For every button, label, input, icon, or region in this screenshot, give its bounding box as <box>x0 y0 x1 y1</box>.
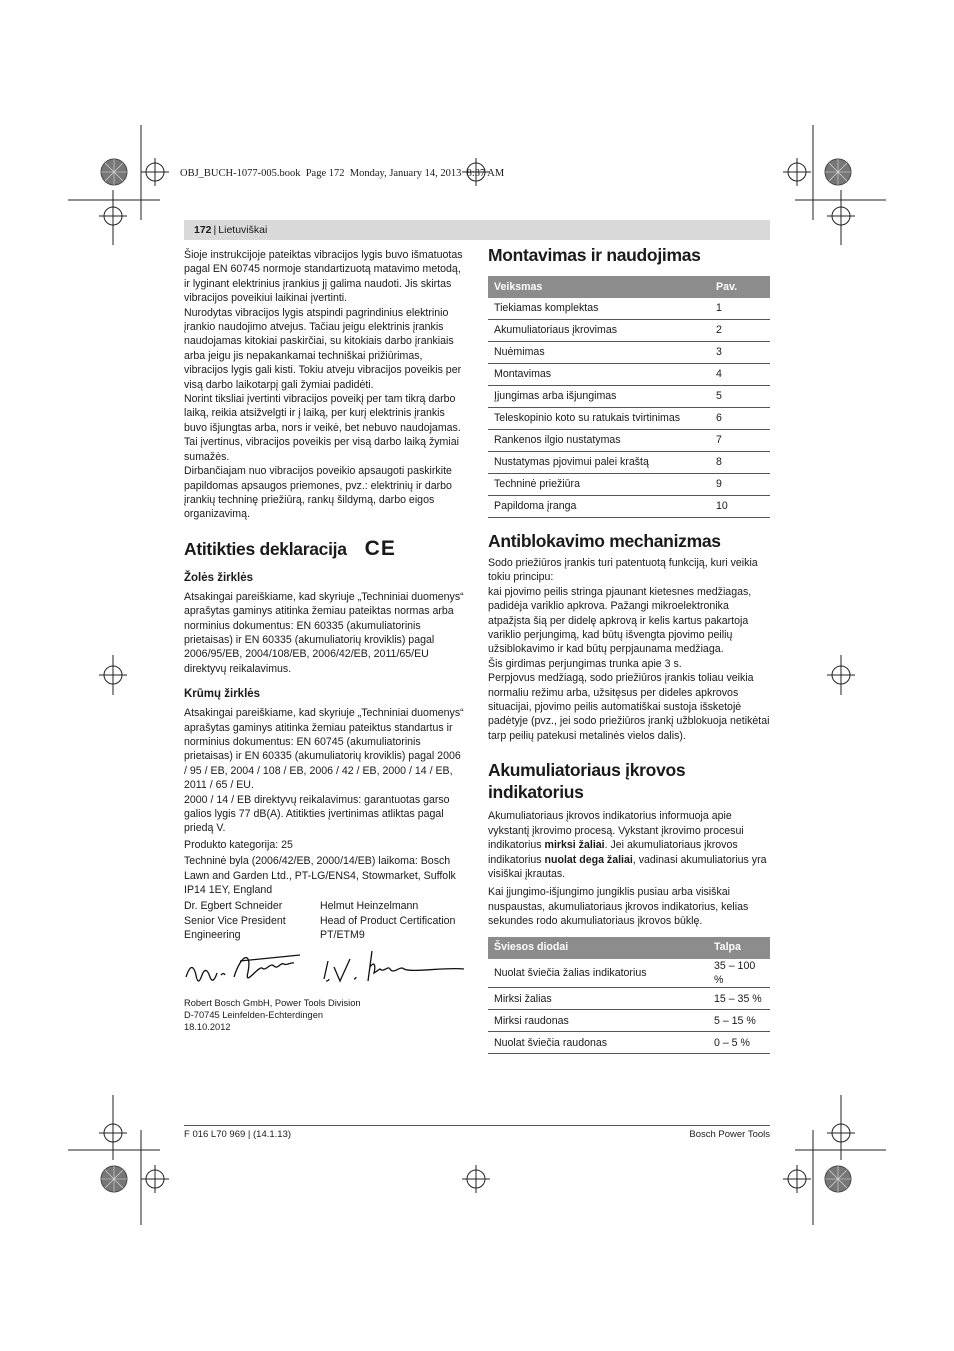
left-column <box>184 248 466 1033</box>
assembly-table <box>488 276 770 518</box>
antiblock-heading: Antiblokavimo mechanizmas <box>488 531 721 551</box>
table-row <box>488 320 770 342</box>
shrub-shears-text: Atsakingai pareiškiame, kad skyriuje „Techniniai duomenys“ aprašytas gaminys atitinka žemiau pateiktus standartus ir norminius dokumentus: EN 60745 (akumuliatorinis prietaisas) ir EN 60335 (akumuliatorių kroviklis) pagal 2006 / 95 / EB, 2004 / 108 / EB, 2006 / 42 / EB, 2000 / 14 / EB, 2011 / 65 / EU. <box>184 707 464 792</box>
table-cell: 3 <box>710 342 770 364</box>
table-row <box>488 1032 770 1054</box>
vibration-paragraph: Dirbančiajam nuo vibracijos poveikio apsaugoti paskirkite papildomas apsaugos priemones, pvz.: elektrinių ir darbo įrankių techninę priežiūrą, rankų šildymą, darbo eigos organizavimą. <box>184 465 452 521</box>
table-cell: Mirksi raudonas <box>488 1010 708 1032</box>
grass-shears-text: Atsakingai pareiškiame, kad skyriuje „Techniniai duomenys“ aprašytas gaminys atitinka žemiau pateiktas normas arba norminius dokumentus: EN 60335 (akumuliatorinis prietaisas) ir EN 60335 (akumuliatorių kroviklis) pagal 2006/95/EB, 2004/108/EB, 2006/42/EB, 2011/65/EU direktyvų reikalavimus. <box>184 590 464 675</box>
footer-code: F 016 L70 969 | (14.1.13) <box>184 1129 292 1140</box>
table-cell: 15 – 35 % <box>708 988 770 1010</box>
table-row <box>488 298 770 320</box>
text-run: , vadinasi akumuliatorius yra visiškai įkrautas. <box>488 853 767 880</box>
table-row <box>488 342 770 364</box>
led-table <box>488 937 770 1055</box>
assembly-heading: Montavimas ir naudojimas <box>488 245 701 265</box>
page-header-bar <box>184 220 770 240</box>
separator: | <box>213 224 217 236</box>
table-cell: Nuolat šviečia žalias indikatorius <box>488 959 708 988</box>
signer-title: Engineering <box>184 929 241 942</box>
table-cell: 10 <box>710 496 770 518</box>
signer-title: PT/ETM9 <box>320 929 365 942</box>
right-column <box>488 244 770 1054</box>
table-cell: Tiekiamas komplektas <box>488 298 710 320</box>
table-cell: 2 <box>710 320 770 342</box>
emphasis: mirksi žaliai <box>544 839 605 852</box>
company-line: 18.10.2012 <box>184 1021 231 1032</box>
table-cell: 8 <box>710 452 770 474</box>
table-cell: Teleskopinio koto su ratukais tvirtinimas <box>488 408 710 430</box>
vibration-paragraph: Šioje instrukcijoje pateiktas vibracijos lygis buvo išmatuotas pagal EN 60745 normoje standartizuotą matavimo metodą, ir lyginant elektrinius įrankius jį galima naudoti. Jis skirtas vibracijos poveikiui laikinai įvertinti. <box>184 249 463 305</box>
table-row <box>488 474 770 496</box>
table-header: Veiksmas <box>488 276 710 298</box>
table-row <box>488 386 770 408</box>
table-cell: Papildoma įranga <box>488 496 710 518</box>
table-cell: Mirksi žalias <box>488 988 708 1010</box>
antiblock-paragraph: Perpjovus medžiagą, sodo priežiūros įrankis toliau veikia normaliu režimu arba, užsitęsus per dideles apkrovos situacijai, pjovimo peilis automatiškai sustoja išsketojė padėtyje (pvz., jei sodo priežiūros įrankį užblokuoja netikėtai tarp peilių patekusi metalinės vielos dalis). <box>488 672 770 742</box>
battery-indicator-text-2: Kai įjungimo-išjungimo jungiklis pusiau arba visiškai nuspaustas, akumuliatoriaus įkrovos indikatorius, kelias sekundes rodo akumuliatoriaus įkrovos būklę. <box>488 886 749 928</box>
table-cell: Įjungimas arba išjungimas <box>488 386 710 408</box>
text-run: . Jei akumuliatoriaus įkrovos indikatorius <box>488 839 738 866</box>
emphasis: nuolat dega žaliai <box>544 853 633 866</box>
conformity-heading-row <box>184 538 466 560</box>
table-cell: Techninė priežiūra <box>488 474 710 496</box>
antiblock-paragraph: Sodo priežiūros įrankis turi patentuotą funkciją, kuri veikia tokiu principu: <box>488 557 758 584</box>
handwritten-signatures <box>184 947 466 993</box>
table-cell: 5 <box>710 386 770 408</box>
table-header: Pav. <box>710 276 770 298</box>
noise-text: 2000 / 14 / EB direktyvų reikalavimus: garantuotas garso galios lygis 77 dB(A). Atitikties įvertinimas atliktas pagal priedą V. <box>184 793 450 835</box>
table-cell: 4 <box>710 364 770 386</box>
print-header: OBJ_BUCH-1077-005.book Page 172 Monday, January 14, 2013 8:37 AM <box>180 168 505 179</box>
antiblock-paragraph: Šis girdimas perjungimas trunka apie 3 s. <box>488 657 682 670</box>
signer-left <box>184 899 320 942</box>
signer-name: Helmut Heinzelmann <box>320 900 419 913</box>
table-cell: 1 <box>710 298 770 320</box>
table-row <box>488 408 770 430</box>
table-header: Šviesos diodai <box>488 937 708 959</box>
table-cell: Rankenos ilgio nustatymas <box>488 430 710 452</box>
table-cell: 6 <box>710 408 770 430</box>
table-cell: 0 – 5 % <box>708 1032 770 1054</box>
table-cell: 35 – 100 % <box>708 959 770 988</box>
table-row <box>488 452 770 474</box>
signer-name: Dr. Egbert Schneider <box>184 900 283 913</box>
company-line: D-70745 Leinfelden-Echterdingen <box>184 1009 324 1020</box>
vibration-paragraph: Norint tiksliai įvertinti vibracijos poveikį per tam tikrą darbo laiką, reikia atsižvelgti ir į laiką, per kurį elektrinis įrankis buvo išjungtas arba, nors ir veikė, bet nebuvo naudojamas. Tai įvertinus, vibracijos poveikis per visą darbo laiką žymiai sumažės. <box>184 393 461 463</box>
table-cell: 7 <box>710 430 770 452</box>
table-cell: 5 – 15 % <box>708 1010 770 1032</box>
shrub-shears-heading: Krūmų žirklės <box>184 688 261 701</box>
signers <box>184 899 466 942</box>
antiblock-paragraph: kai pjovimo peilis stringa pjaunant kietesnes medžiagas, padidėja variklio apkrova. Pažangi mikroelektronika atpažįsta šią per didelę apkrovą ir kelis kartus pakartoja variklio perjungimą, kad būtų išvengta pjovimo peilių užsiblokavimo ir kad būtų perpjaunama medžiaga. <box>488 585 752 656</box>
signer-right <box>320 899 456 942</box>
table-row <box>488 988 770 1010</box>
ce-mark-icon: CE <box>364 536 396 560</box>
company-address <box>184 997 466 1033</box>
table-cell: 9 <box>710 474 770 496</box>
technical-file-text: Techninė byla (2006/42/EB, 2000/14/EB) laikoma: Bosch Lawn and Garden Ltd., PT-LG/ENS4, Stowmarket, Suffolk IP14 1EY, England <box>184 855 456 897</box>
page-number: 172 <box>194 224 212 236</box>
table-row <box>488 1010 770 1032</box>
vibration-paragraph: Nurodytas vibracijos lygis atspindi pagrindinius elektrinio įrankio naudojimo atvejus. Tačiau jeigu elektrinis įrankis naudojamas kitokiai paskirčiai, su kitokiais darbo įrankiais arba jeigu jis nepakankamai techniškai prižiūrimas, vibracijos lygis gali kisti. Tokiu atveju vibracijos poveikis per visą darbo laikotarpį gali žymiai padidėti. <box>184 306 462 391</box>
grass-shears-heading: Žolės žirklės <box>184 571 254 584</box>
table-cell: Nuėmimas <box>488 342 710 364</box>
text-run: Akumuliatoriaus įkrovos indikatorius informuoja apie vykstantį įkrovimo procesą. Vykstant įkrovimo procesui indikatorius <box>488 810 744 852</box>
company-line: Robert Bosch GmbH, Power Tools Division <box>184 997 361 1008</box>
table-cell: Nustatymas pjovimui palei kraštą <box>488 452 710 474</box>
table-row <box>488 364 770 386</box>
footer-brand: Bosch Power Tools <box>689 1129 770 1140</box>
table-cell: Nuolat šviečia raudonas <box>488 1032 708 1054</box>
battery-indicator-text <box>488 809 770 881</box>
table-row <box>488 430 770 452</box>
signer-title: Senior Vice President <box>184 914 286 927</box>
table-row <box>488 496 770 518</box>
table-header: Talpa <box>708 937 770 959</box>
category-text: Produkto kategorija: 25 <box>184 838 293 851</box>
table-header-row <box>488 937 770 959</box>
table-cell: Akumuliatoriaus įkrovimas <box>488 320 710 342</box>
table-header-row <box>488 276 770 298</box>
antiblock-text <box>488 556 770 743</box>
battery-indicator-heading: Akumuliatoriaus įkrovos indikatorius <box>488 760 686 803</box>
page-language: Lietuviškai <box>218 224 268 236</box>
page-footer <box>184 1125 770 1140</box>
signer-title: Head of Product Certification <box>320 914 456 927</box>
conformity-heading: Atitikties deklaracija <box>184 538 347 559</box>
table-row <box>488 959 770 988</box>
table-cell: Montavimas <box>488 364 710 386</box>
